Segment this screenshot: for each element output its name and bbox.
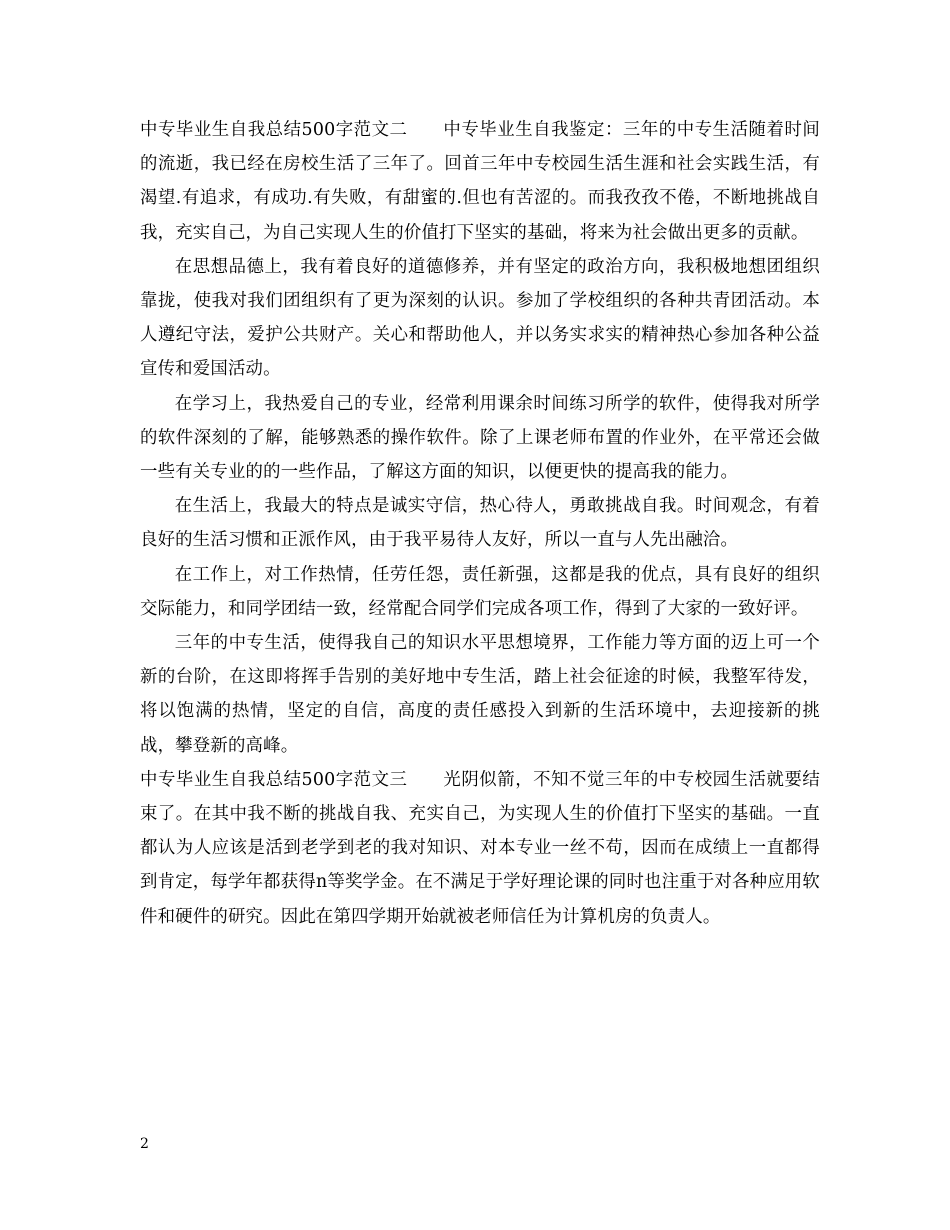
paragraph-4: 在生活上，我最大的特点是诚实守信，热心待人，勇敢挑战自我。时间观念，有着良好的生活习惯和正派作风，由于我平易待人友好，所以一直与人先出融洽。 [140, 496, 820, 551]
paragraph-2: 在思想品德上，我有着良好的道德修养，并有坚定的政治方向，我积极地想团组织靠拢，使我对我们团组织有了更为深刻的认识。参加了学校组织的各种共青团活动。本人遵纪守法，爱护公共财产。关心和帮助他人，并以务实求实的精神热心参加各种公益宣传和爱国活动。 [140, 256, 820, 380]
paragraph-7: 中专毕业生自我总结500字范文三 光阴似箭，不知不觉三年的中专校园生活就要结束了。在其中我不断的挑战自我、充实自己，为实现人生的价值打下坚实的基础。一直都认为人应该是活到老学到老的我对知识、对本专业一丝不苟，因而在成绩上一直都得到肯定，每学年都获得n等奖学金。在不满足于学好理论课的同时也注重于对各种应用软件和硬件的研究。因此在第四学期开始就被老师信任为计算机房的负责人。 [140, 769, 820, 927]
paragraph-3: 在学习上，我热爱自己的专业，经常利用课余时间练习所学的软件，使得我对所学的软件深刻的了解，能够熟悉的操作软件。除了上课老师布置的作业外，在平常还会做一些有关专业的的一些作品，了解这方面的知识，以便更快的提高我的能力。 [140, 393, 820, 483]
document-body [140, 113, 820, 934]
paragraph-6: 三年的中专生活，使得我自己的知识水平思想境界，工作能力等方面的迈上可一个新的台阶，在这即将挥手告别的美好地中专生活，踏上社会征途的时候，我整军待发，将以饱满的热情，坚定的自信，高度的责任感投入到新的生活环境中，去迎接新的挑战，攀登新的高峰。 [140, 633, 820, 756]
page-number: 2 [140, 1136, 149, 1152]
paragraph-1: 中专毕业生自我总结500字范文二 中专毕业生自我鉴定：三年的中专生活随着时间的流逝，我已经在房校生活了三年了。回首三年中专校园生活生涯和社会实践生活，有渴望.有追求，有成功.有失败，有甜蜜的.但也有苦涩的。而我孜孜不倦，不断地挑战自我，充实自己，为自己实现人生的价值打下坚实的基础，将来为社会做出更多的贡献。 [140, 120, 820, 243]
paragraph-5: 在工作上，对工作热情，任劳任怨，责任新强，这都是我的优点，具有良好的组织交际能力，和同学团结一致，经常配合同学们完成各项工作，得到了大家的一致好评。 [140, 564, 820, 619]
